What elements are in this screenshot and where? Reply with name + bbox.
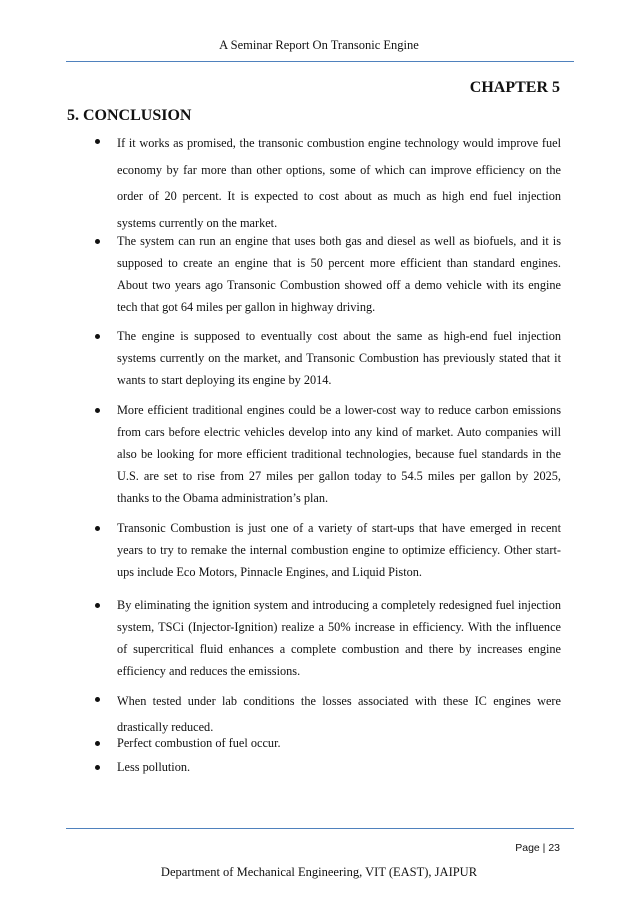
list-item: [117, 130, 561, 236]
bullet-icon: [95, 603, 100, 608]
chapter-label: CHAPTER 5: [469, 79, 560, 96]
list-item-text: More efficient traditional engines could be a lower-cost way to reduce carbon emissions from cars before electric vehicles develop into any kind of market. Auto companies will also be looking for more efficient traditional technologies, because fuel standards in the U.S. are set to rise from 27 miles per gallon today to 54.5 miles per gallon by 2025, thanks to the Obama administration’s plan.: [117, 403, 561, 505]
bullet-icon: [95, 741, 100, 746]
list-item: [117, 399, 561, 509]
footer-rule: [66, 828, 574, 829]
list-item-text: If it works as promised, the transonic combustion engine technology would improve fuel economy by far more than other options, some of which can improve efficiency on the order of 20 percent. It is expected to cost about as much as high end fuel injection systems currently on the market.: [117, 136, 561, 230]
list-item-text: The system can run an engine that uses both gas and diesel as well as biofuels, and it is supposed to create an engine that is 50 percent more efficient than standard engines. About two years ago Transonic Combustion showed off a demo vehicle with its engine tech that got 64 miles per gallon in highway driving.: [117, 234, 561, 314]
bullet-icon: [95, 334, 100, 339]
bullet-icon: [95, 765, 100, 770]
running-header: A Seminar Report On Transonic Engine: [219, 38, 419, 52]
list-item: [117, 517, 561, 583]
list-item: [117, 756, 561, 778]
list-item: [117, 594, 561, 682]
list-item-text: Transonic Combustion is just one of a variety of start-ups that have emerged in recent years to try to remake the internal combustion engine to optimize efficiency. Other start-ups include Eco Motors, Pinnacle Engines, and Liquid Piston.: [117, 521, 561, 579]
page-number: Page | 23: [515, 842, 560, 854]
bullet-icon: [95, 697, 100, 702]
bullet-icon: [95, 239, 100, 244]
list-item: [117, 732, 561, 754]
list-item-text: Perfect combustion of fuel occur.: [117, 736, 281, 750]
running-footer: Department of Mechanical Engineering, VIT (EAST), JAIPUR: [160, 865, 478, 879]
list-item: [117, 230, 561, 318]
list-item: [117, 325, 561, 391]
section-title: 5. CONCLUSION: [67, 107, 192, 124]
header-rule: [66, 61, 574, 62]
list-item-text: When tested under lab conditions the losses associated with these IC engines were drastically reduced.: [117, 694, 561, 734]
list-item-text: By eliminating the ignition system and introducing a completely redesigned fuel injection system, TSCi (Injector-Ignition) realize a 50% increase in efficiency. With the influence of supercritical fluid enhances a complete combustion and there by increases engine efficiency and reduces the emissions.: [117, 598, 561, 678]
bullet-icon: [95, 408, 100, 413]
bullet-icon: [95, 526, 100, 531]
list-item-text: The engine is supposed to eventually cost about the same as high-end fuel injection systems currently on the market, and Transonic Combustion has previously stated that it wants to start deploying its engine by 2014.: [117, 329, 561, 387]
list-item-text: Less pollution.: [117, 760, 191, 774]
bullet-icon: [95, 139, 100, 144]
